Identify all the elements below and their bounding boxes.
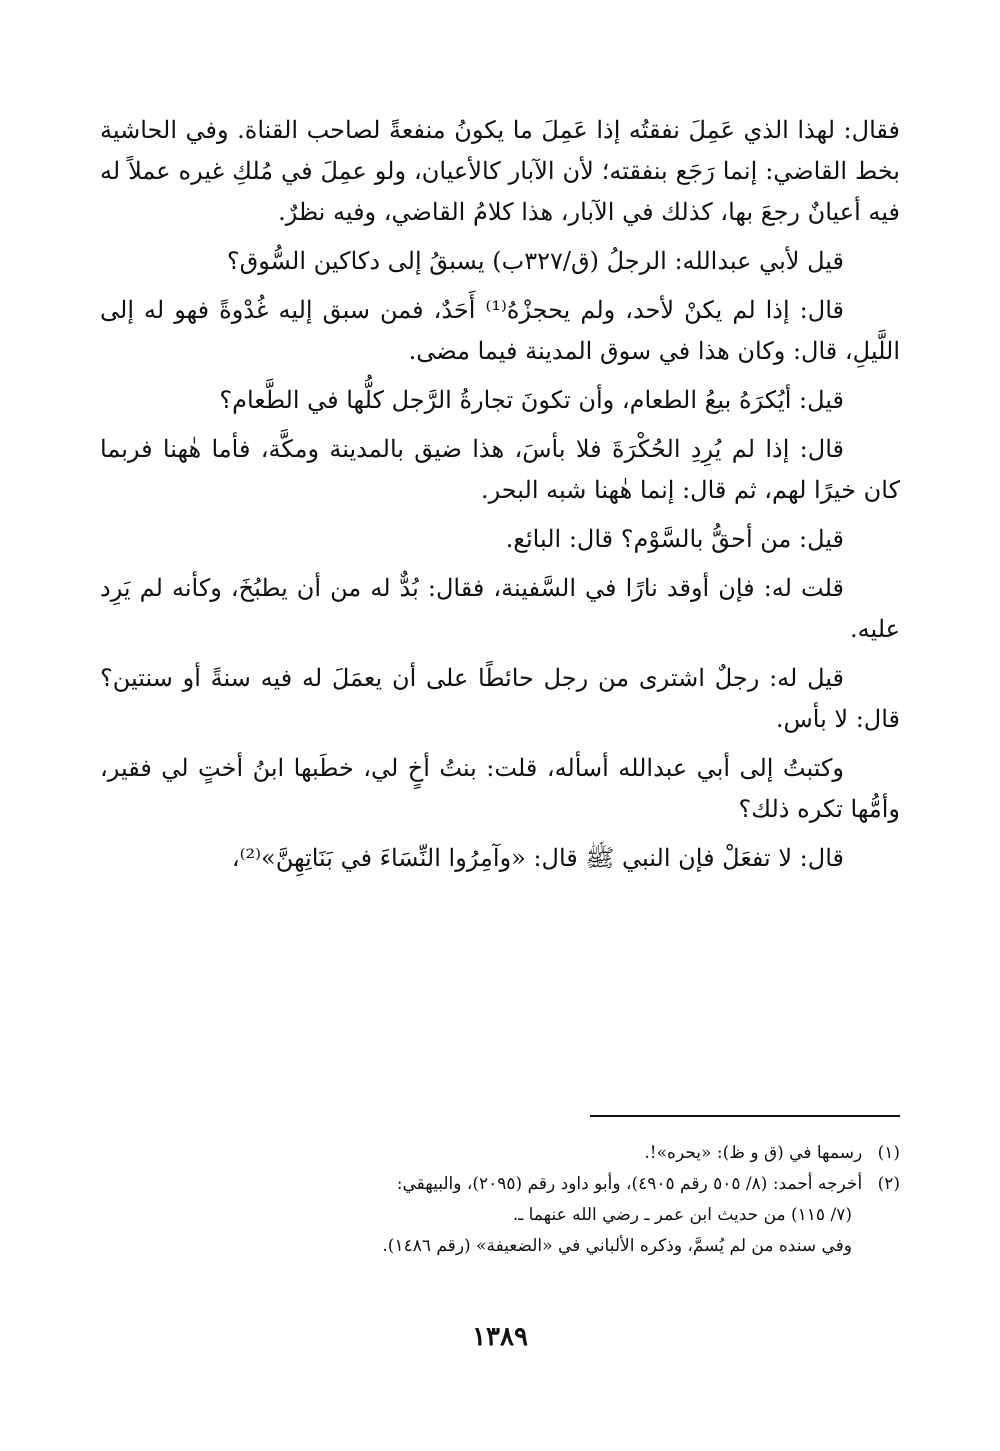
paragraph-10: قال: لا تفعَلْ فإن النبي ﷺ قال: «وآمِرُوا النِّسَاءَ في بَنَاتِهِنَّ»⁽²⁾، bbox=[231, 844, 844, 872]
paragraph-7: قلت له: فإن أوقد نارًا في السَّفينة، فقال: بُدٌّ له من أن يطبُخَ، وكأنه لم يَرِد عليه. bbox=[100, 574, 900, 643]
paragraph-2: قيل لأبي عبدالله: الرجلُ (ق/٣٢٧ب) يسبقُ إلى دكاكين السُّوق؟ bbox=[226, 247, 844, 275]
footnote-2-text: أخرجه أحمد: (٨/ ٥٠٥ رقم ٤٩٠٥)، وأبو داود رقم (٢٠٩٥)، والبيهقي: bbox=[396, 1174, 863, 1194]
footnote-1-number: (١) bbox=[877, 1143, 900, 1163]
footnote-2-number: (٢) bbox=[877, 1174, 900, 1194]
paragraph-6: قيل: من أحقُّ بالسَّوْم؟ قال: البائع. bbox=[505, 525, 844, 553]
paragraph-9: وكتبتُ إلى أبي عبدالله أسأله، قلت: بنتُ أخٍ لي، خطَبها ابنُ أختٍ لي فقير، وأمُّها تكره ذلك؟ bbox=[100, 754, 900, 823]
footnote-separator bbox=[590, 1115, 900, 1117]
page-number: ١٣٨٩ bbox=[472, 1322, 528, 1352]
paragraph-3: قال: إذا لم يكنْ لأحد، ولم يحجزْهُ⁽¹⁾ أَحَدٌ، فمن سبق إليه غُدْوةً فهو له إلى اللَّيلِ، قال: وكان هذا في سوق المدينة فيما مضى. bbox=[100, 296, 900, 365]
footnote-1 bbox=[100, 1138, 900, 1169]
footnotes bbox=[100, 1138, 900, 1262]
paragraph-4: قيل: أيُكرَهُ بيعُ الطعام، وأن تكونَ تجارةُ الرَّجل كلُّها في الطَّعام؟ bbox=[219, 386, 844, 414]
paragraph-5: قال: إذا لم يُرِدِ الحُكْرَةَ فلا بأسَ، هذا ضيق بالمدينة ومكَّة، فأما هٰهنا فربما كان خيرًا لهم، ثم قال: إنما هٰهنا شبه البحر. bbox=[100, 435, 900, 504]
paragraph-8: قيل له: رجلٌ اشترى من رجل حائطًا على أن يعمَلَ له فيه سنةً أو سنتين؟ قال: لا بأس. bbox=[100, 664, 900, 733]
paragraph-1: فقال: لهذا الذي عَمِلَ نفقتُه إذا عَمِلَ ما يكونُ منفعةً لصاحب القناة. وفي الحاشية بخط القاضي: إنما رَجَع بنفقته؛ لأن الآبار كالأعيان، ولو عمِلَ في مُلكِ غيره عملاً له فيه أعيانٌ رجعَ بها، كذلك في الآبار، هذا كلامُ القاضي، وفيه نظرٌ. bbox=[100, 116, 901, 226]
footnote-1-text: رسمها في (ق و ظ): «يحره»!. bbox=[644, 1143, 863, 1163]
footnote-2 bbox=[100, 1169, 900, 1200]
main-text bbox=[100, 110, 900, 887]
footnote-2-continuation-2: وفي سنده من لم يُسمَّ، وذكره الألباني في «الضعيفة» (رقم ١٤٨٦). bbox=[382, 1236, 852, 1256]
footnote-2-continuation: (٧/ ١١٥) من حديث ابن عمر ـ رضي الله عنهما ـ. bbox=[512, 1205, 852, 1225]
